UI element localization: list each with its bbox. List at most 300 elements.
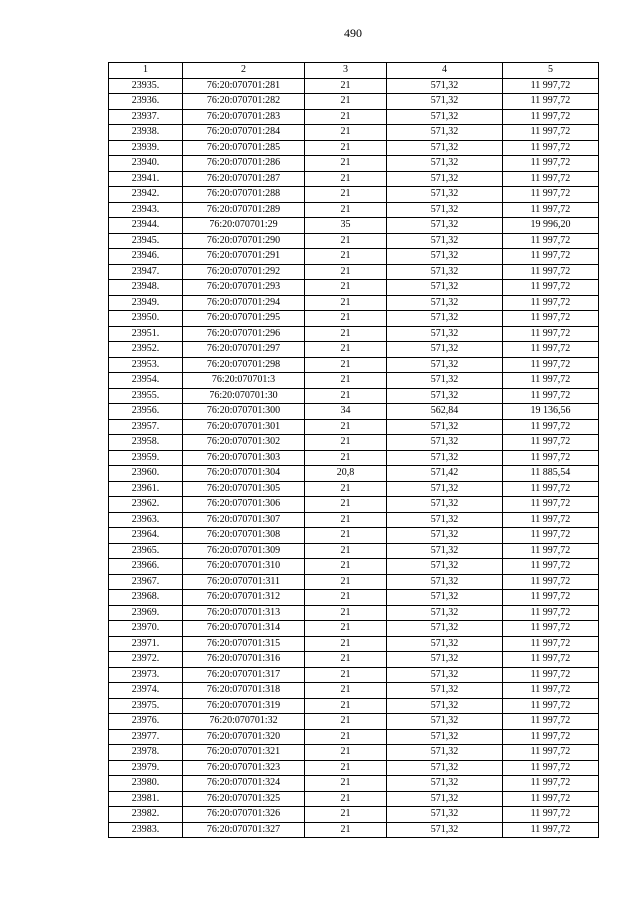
column-4-cell: 571,32 <box>387 590 503 606</box>
column-3-cell: 21 <box>305 822 387 838</box>
column-3-cell: 21 <box>305 791 387 807</box>
table-row <box>109 481 599 497</box>
row-number-cell: 23943. <box>109 202 183 218</box>
row-number-cell: 23936. <box>109 94 183 110</box>
column-4-cell: 571,32 <box>387 264 503 280</box>
column-5-cell: 11 997,72 <box>503 202 599 218</box>
row-number-cell: 23975. <box>109 698 183 714</box>
table-row <box>109 78 599 94</box>
column-3-cell: 21 <box>305 388 387 404</box>
cadastral-number-cell: 76:20:070701:298 <box>183 357 305 373</box>
column-4-cell: 571,32 <box>387 481 503 497</box>
column-4-cell: 571,32 <box>387 652 503 668</box>
table-row <box>109 760 599 776</box>
table-row <box>109 140 599 156</box>
column-5-cell: 11 997,72 <box>503 807 599 823</box>
row-number-cell: 23974. <box>109 683 183 699</box>
row-number-cell: 23957. <box>109 419 183 435</box>
row-number-cell: 23946. <box>109 249 183 265</box>
cadastral-number-cell: 76:20:070701:285 <box>183 140 305 156</box>
table-row <box>109 202 599 218</box>
cadastral-number-cell: 76:20:070701:302 <box>183 435 305 451</box>
column-5-cell: 11 997,72 <box>503 233 599 249</box>
column-3-cell: 21 <box>305 512 387 528</box>
column-3-cell: 21 <box>305 590 387 606</box>
table-row <box>109 791 599 807</box>
table-row <box>109 109 599 125</box>
table-row <box>109 729 599 745</box>
table-row <box>109 776 599 792</box>
cadastral-number-cell: 76:20:070701:326 <box>183 807 305 823</box>
column-3-cell: 21 <box>305 481 387 497</box>
column-5-cell: 11 997,72 <box>503 698 599 714</box>
column-5-cell: 11 997,72 <box>503 295 599 311</box>
column-4-cell: 571,32 <box>387 605 503 621</box>
column-4-cell: 571,32 <box>387 667 503 683</box>
column-3-cell: 21 <box>305 528 387 544</box>
column-header: 5 <box>503 63 599 79</box>
row-number-cell: 23951. <box>109 326 183 342</box>
table-row <box>109 636 599 652</box>
table-row <box>109 373 599 389</box>
column-4-cell: 571,32 <box>387 698 503 714</box>
row-number-cell: 23977. <box>109 729 183 745</box>
cadastral-number-cell: 76:20:070701:316 <box>183 652 305 668</box>
cadastral-number-cell: 76:20:070701:3 <box>183 373 305 389</box>
column-5-cell: 11 997,72 <box>503 109 599 125</box>
page-number: 490 <box>344 26 362 40</box>
row-number-cell: 23953. <box>109 357 183 373</box>
cadastral-number-cell: 76:20:070701:309 <box>183 543 305 559</box>
table-row <box>109 807 599 823</box>
column-3-cell: 21 <box>305 419 387 435</box>
column-4-cell: 571,32 <box>387 125 503 141</box>
row-number-cell: 23962. <box>109 497 183 513</box>
column-3-cell: 21 <box>305 187 387 203</box>
column-3-cell: 21 <box>305 652 387 668</box>
column-5-cell: 11 997,72 <box>503 528 599 544</box>
cadastral-number-cell: 76:20:070701:307 <box>183 512 305 528</box>
table-row <box>109 280 599 296</box>
column-4-cell: 571,32 <box>387 171 503 187</box>
column-4-cell: 571,32 <box>387 776 503 792</box>
column-4-cell: 571,32 <box>387 249 503 265</box>
column-5-cell: 11 997,72 <box>503 435 599 451</box>
cadastral-number-cell: 76:20:070701:311 <box>183 574 305 590</box>
row-number-cell: 23978. <box>109 745 183 761</box>
column-4-cell: 571,32 <box>387 807 503 823</box>
column-3-cell: 21 <box>305 714 387 730</box>
column-3-cell: 21 <box>305 249 387 265</box>
cadastral-number-cell: 76:20:070701:305 <box>183 481 305 497</box>
table-body <box>109 78 599 838</box>
cadastral-number-cell: 76:20:070701:29 <box>183 218 305 234</box>
header-row <box>109 63 599 79</box>
column-4-cell: 571,32 <box>387 745 503 761</box>
cadastral-number-cell: 76:20:070701:303 <box>183 450 305 466</box>
column-3-cell: 21 <box>305 667 387 683</box>
row-number-cell: 23967. <box>109 574 183 590</box>
cadastral-number-cell: 76:20:070701:317 <box>183 667 305 683</box>
column-3-cell: 21 <box>305 326 387 342</box>
table-row <box>109 326 599 342</box>
column-5-cell: 11 997,72 <box>503 652 599 668</box>
cadastral-number-cell: 76:20:070701:308 <box>183 528 305 544</box>
column-3-cell: 21 <box>305 156 387 172</box>
column-5-cell: 19 136,56 <box>503 404 599 420</box>
column-5-cell: 11 997,72 <box>503 342 599 358</box>
row-number-cell: 23981. <box>109 791 183 807</box>
column-3-cell: 21 <box>305 745 387 761</box>
cadastral-number-cell: 76:20:070701:301 <box>183 419 305 435</box>
table-row <box>109 404 599 420</box>
column-5-cell: 11 997,72 <box>503 171 599 187</box>
column-3-cell: 21 <box>305 109 387 125</box>
column-4-cell: 571,32 <box>387 140 503 156</box>
table-row <box>109 295 599 311</box>
row-number-cell: 23983. <box>109 822 183 838</box>
column-3-cell: 21 <box>305 450 387 466</box>
cadastral-number-cell: 76:20:070701:323 <box>183 760 305 776</box>
column-4-cell: 571,32 <box>387 791 503 807</box>
column-5-cell: 11 997,72 <box>503 140 599 156</box>
row-number-cell: 23959. <box>109 450 183 466</box>
column-5-cell: 11 885,54 <box>503 466 599 482</box>
cadastral-number-cell: 76:20:070701:325 <box>183 791 305 807</box>
column-3-cell: 21 <box>305 776 387 792</box>
cadastral-number-cell: 76:20:070701:300 <box>183 404 305 420</box>
table-row <box>109 497 599 513</box>
row-number-cell: 23966. <box>109 559 183 575</box>
column-5-cell: 11 997,72 <box>503 543 599 559</box>
column-5-cell: 19 996,20 <box>503 218 599 234</box>
cadastral-number-cell: 76:20:070701:283 <box>183 109 305 125</box>
row-number-cell: 23973. <box>109 667 183 683</box>
table-row <box>109 683 599 699</box>
column-5-cell: 11 997,72 <box>503 78 599 94</box>
column-4-cell: 571,32 <box>387 326 503 342</box>
column-4-cell: 571,32 <box>387 187 503 203</box>
column-4-cell: 571,32 <box>387 218 503 234</box>
cadastral-number-cell: 76:20:070701:32 <box>183 714 305 730</box>
column-4-cell: 571,32 <box>387 822 503 838</box>
column-4-cell: 571,32 <box>387 636 503 652</box>
row-number-cell: 23941. <box>109 171 183 187</box>
column-3-cell: 21 <box>305 621 387 637</box>
row-number-cell: 23938. <box>109 125 183 141</box>
column-3-cell: 21 <box>305 202 387 218</box>
column-5-cell: 11 997,72 <box>503 419 599 435</box>
table-row <box>109 233 599 249</box>
row-number-cell: 23954. <box>109 373 183 389</box>
column-3-cell: 21 <box>305 435 387 451</box>
column-4-cell: 571,32 <box>387 450 503 466</box>
cadastral-number-cell: 76:20:070701:315 <box>183 636 305 652</box>
column-3-cell: 21 <box>305 140 387 156</box>
row-number-cell: 23961. <box>109 481 183 497</box>
table-row <box>109 94 599 110</box>
column-5-cell: 11 997,72 <box>503 574 599 590</box>
row-number-cell: 23980. <box>109 776 183 792</box>
row-number-cell: 23935. <box>109 78 183 94</box>
row-number-cell: 23979. <box>109 760 183 776</box>
column-5-cell: 11 997,72 <box>503 791 599 807</box>
column-3-cell: 21 <box>305 171 387 187</box>
row-number-cell: 23952. <box>109 342 183 358</box>
column-3-cell: 20,8 <box>305 466 387 482</box>
table-row <box>109 466 599 482</box>
column-5-cell: 11 997,72 <box>503 187 599 203</box>
column-4-cell: 571,32 <box>387 729 503 745</box>
column-3-cell: 21 <box>305 295 387 311</box>
column-3-cell: 21 <box>305 311 387 327</box>
column-4-cell: 571,32 <box>387 156 503 172</box>
row-number-cell: 23944. <box>109 218 183 234</box>
cadastral-number-cell: 76:20:070701:321 <box>183 745 305 761</box>
row-number-cell: 23971. <box>109 636 183 652</box>
cadastral-number-cell: 76:20:070701:318 <box>183 683 305 699</box>
table-row <box>109 621 599 637</box>
column-3-cell: 21 <box>305 94 387 110</box>
column-4-cell: 571,32 <box>387 497 503 513</box>
cadastral-number-cell: 76:20:070701:281 <box>183 78 305 94</box>
register-table <box>108 62 599 838</box>
table-row <box>109 156 599 172</box>
column-5-cell: 11 997,72 <box>503 94 599 110</box>
table-row <box>109 388 599 404</box>
cadastral-number-cell: 76:20:070701:289 <box>183 202 305 218</box>
table-row <box>109 125 599 141</box>
cadastral-number-cell: 76:20:070701:290 <box>183 233 305 249</box>
column-3-cell: 21 <box>305 574 387 590</box>
column-3-cell: 35 <box>305 218 387 234</box>
column-5-cell: 11 997,72 <box>503 156 599 172</box>
table-row <box>109 574 599 590</box>
table-row <box>109 435 599 451</box>
column-4-cell: 571,32 <box>387 760 503 776</box>
row-number-cell: 23964. <box>109 528 183 544</box>
table-row <box>109 698 599 714</box>
column-4-cell: 571,32 <box>387 621 503 637</box>
column-4-cell: 571,32 <box>387 342 503 358</box>
column-4-cell: 571,32 <box>387 543 503 559</box>
column-3-cell: 21 <box>305 698 387 714</box>
column-5-cell: 11 997,72 <box>503 621 599 637</box>
column-4-cell: 571,32 <box>387 435 503 451</box>
cadastral-number-cell: 76:20:070701:306 <box>183 497 305 513</box>
cadastral-number-cell: 76:20:070701:297 <box>183 342 305 358</box>
column-5-cell: 11 997,72 <box>503 714 599 730</box>
table-row <box>109 528 599 544</box>
table-row <box>109 543 599 559</box>
row-number-cell: 23970. <box>109 621 183 637</box>
row-number-cell: 23948. <box>109 280 183 296</box>
row-number-cell: 23955. <box>109 388 183 404</box>
column-header: 4 <box>387 63 503 79</box>
cadastral-number-cell: 76:20:070701:310 <box>183 559 305 575</box>
column-3-cell: 21 <box>305 125 387 141</box>
column-5-cell: 11 997,72 <box>503 590 599 606</box>
table-row <box>109 714 599 730</box>
column-3-cell: 21 <box>305 543 387 559</box>
column-3-cell: 21 <box>305 497 387 513</box>
column-4-cell: 571,32 <box>387 109 503 125</box>
column-4-cell: 571,32 <box>387 94 503 110</box>
cadastral-number-cell: 76:20:070701:292 <box>183 264 305 280</box>
row-number-cell: 23972. <box>109 652 183 668</box>
column-4-cell: 571,32 <box>387 78 503 94</box>
cadastral-number-cell: 76:20:070701:319 <box>183 698 305 714</box>
table-row <box>109 605 599 621</box>
row-number-cell: 23982. <box>109 807 183 823</box>
cadastral-number-cell: 76:20:070701:304 <box>183 466 305 482</box>
cadastral-number-cell: 76:20:070701:30 <box>183 388 305 404</box>
row-number-cell: 23969. <box>109 605 183 621</box>
column-4-cell: 571,32 <box>387 295 503 311</box>
column-4-cell: 571,32 <box>387 419 503 435</box>
column-5-cell: 11 997,72 <box>503 311 599 327</box>
cadastral-number-cell: 76:20:070701:294 <box>183 295 305 311</box>
column-5-cell: 11 997,72 <box>503 280 599 296</box>
column-5-cell: 11 997,72 <box>503 729 599 745</box>
table-row <box>109 667 599 683</box>
row-number-cell: 23956. <box>109 404 183 420</box>
column-3-cell: 21 <box>305 357 387 373</box>
row-number-cell: 23976. <box>109 714 183 730</box>
cadastral-number-cell: 76:20:070701:296 <box>183 326 305 342</box>
column-3-cell: 21 <box>305 233 387 249</box>
column-3-cell: 21 <box>305 373 387 389</box>
column-3-cell: 21 <box>305 78 387 94</box>
table-row <box>109 590 599 606</box>
column-5-cell: 11 997,72 <box>503 481 599 497</box>
table-header <box>109 63 599 79</box>
column-5-cell: 11 997,72 <box>503 683 599 699</box>
column-3-cell: 34 <box>305 404 387 420</box>
cadastral-number-cell: 76:20:070701:314 <box>183 621 305 637</box>
column-5-cell: 11 997,72 <box>503 760 599 776</box>
column-3-cell: 21 <box>305 605 387 621</box>
column-4-cell: 571,32 <box>387 373 503 389</box>
column-4-cell: 571,42 <box>387 466 503 482</box>
column-4-cell: 571,32 <box>387 233 503 249</box>
column-4-cell: 562,84 <box>387 404 503 420</box>
table-row <box>109 218 599 234</box>
row-number-cell: 23939. <box>109 140 183 156</box>
column-5-cell: 11 997,72 <box>503 512 599 528</box>
column-5-cell: 11 997,72 <box>503 249 599 265</box>
row-number-cell: 23947. <box>109 264 183 280</box>
table-row <box>109 357 599 373</box>
column-3-cell: 21 <box>305 729 387 745</box>
cadastral-number-cell: 76:20:070701:324 <box>183 776 305 792</box>
column-4-cell: 571,32 <box>387 311 503 327</box>
row-number-cell: 23968. <box>109 590 183 606</box>
table-row <box>109 419 599 435</box>
column-5-cell: 11 997,72 <box>503 605 599 621</box>
column-5-cell: 11 997,72 <box>503 822 599 838</box>
row-number-cell: 23950. <box>109 311 183 327</box>
column-5-cell: 11 997,72 <box>503 636 599 652</box>
column-4-cell: 571,32 <box>387 202 503 218</box>
column-5-cell: 11 997,72 <box>503 667 599 683</box>
cadastral-number-cell: 76:20:070701:313 <box>183 605 305 621</box>
table-row <box>109 187 599 203</box>
column-3-cell: 21 <box>305 342 387 358</box>
cadastral-number-cell: 76:20:070701:286 <box>183 156 305 172</box>
column-4-cell: 571,32 <box>387 714 503 730</box>
table-row <box>109 652 599 668</box>
column-4-cell: 571,32 <box>387 528 503 544</box>
row-number-cell: 23945. <box>109 233 183 249</box>
column-3-cell: 21 <box>305 264 387 280</box>
column-5-cell: 11 997,72 <box>503 264 599 280</box>
row-number-cell: 23940. <box>109 156 183 172</box>
column-3-cell: 21 <box>305 683 387 699</box>
cadastral-number-cell: 76:20:070701:284 <box>183 125 305 141</box>
row-number-cell: 23937. <box>109 109 183 125</box>
row-number-cell: 23942. <box>109 187 183 203</box>
column-3-cell: 21 <box>305 636 387 652</box>
row-number-cell: 23965. <box>109 543 183 559</box>
column-5-cell: 11 997,72 <box>503 776 599 792</box>
column-3-cell: 21 <box>305 559 387 575</box>
column-5-cell: 11 997,72 <box>503 450 599 466</box>
column-header: 2 <box>183 63 305 79</box>
column-5-cell: 11 997,72 <box>503 559 599 575</box>
column-3-cell: 21 <box>305 760 387 776</box>
column-4-cell: 571,32 <box>387 280 503 296</box>
column-4-cell: 571,32 <box>387 357 503 373</box>
table-row <box>109 342 599 358</box>
cadastral-number-cell: 76:20:070701:291 <box>183 249 305 265</box>
column-5-cell: 11 997,72 <box>503 388 599 404</box>
column-4-cell: 571,32 <box>387 683 503 699</box>
column-5-cell: 11 997,72 <box>503 373 599 389</box>
table-row <box>109 822 599 838</box>
column-5-cell: 11 997,72 <box>503 357 599 373</box>
table-row <box>109 745 599 761</box>
column-5-cell: 11 997,72 <box>503 497 599 513</box>
table-row <box>109 512 599 528</box>
row-number-cell: 23949. <box>109 295 183 311</box>
column-4-cell: 571,32 <box>387 574 503 590</box>
column-header: 1 <box>109 63 183 79</box>
column-5-cell: 11 997,72 <box>503 326 599 342</box>
column-4-cell: 571,32 <box>387 388 503 404</box>
column-4-cell: 571,32 <box>387 559 503 575</box>
cadastral-number-cell: 76:20:070701:287 <box>183 171 305 187</box>
row-number-cell: 23960. <box>109 466 183 482</box>
table-row <box>109 249 599 265</box>
table-row <box>109 264 599 280</box>
table-row <box>109 559 599 575</box>
cadastral-number-cell: 76:20:070701:312 <box>183 590 305 606</box>
cadastral-number-cell: 76:20:070701:320 <box>183 729 305 745</box>
cadastral-number-cell: 76:20:070701:327 <box>183 822 305 838</box>
table-row <box>109 311 599 327</box>
column-header: 3 <box>305 63 387 79</box>
column-3-cell: 21 <box>305 807 387 823</box>
row-number-cell: 23958. <box>109 435 183 451</box>
cadastral-number-cell: 76:20:070701:288 <box>183 187 305 203</box>
cadastral-number-cell: 76:20:070701:282 <box>183 94 305 110</box>
cadastral-number-cell: 76:20:070701:293 <box>183 280 305 296</box>
table-row <box>109 171 599 187</box>
column-3-cell: 21 <box>305 280 387 296</box>
table-row <box>109 450 599 466</box>
row-number-cell: 23963. <box>109 512 183 528</box>
